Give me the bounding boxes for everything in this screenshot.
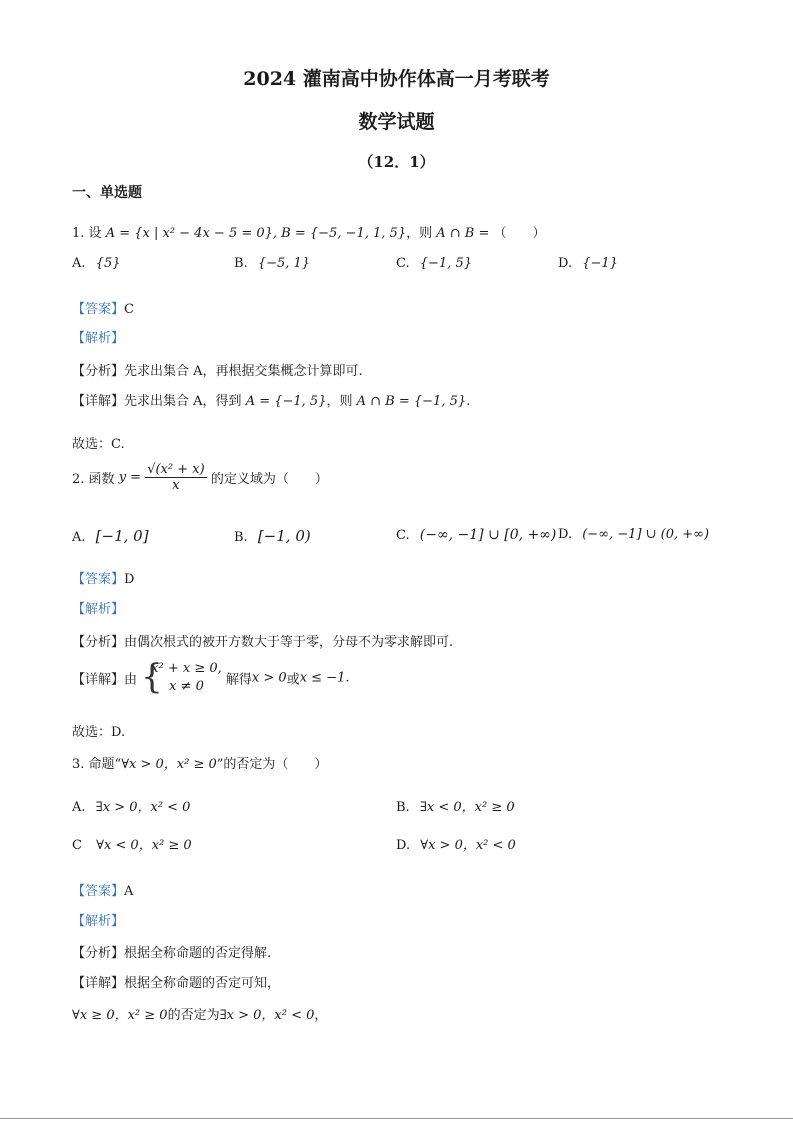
xiangjie-text: .: [345, 670, 350, 686]
q1-fenxi: [72, 360, 363, 379]
q2-choice: 故选：D.: [72, 725, 126, 740]
question-1: [72, 222, 546, 241]
conclusion-text: 的否定为: [167, 1008, 220, 1023]
exam-title: 2024 灌南高中协作体高一月考联考: [243, 68, 550, 90]
xiangjie-text: 根据全称命题的否定可知，: [124, 976, 281, 991]
xiangjie-text: 或: [286, 672, 300, 688]
xiangjie-math: A = {−1, 5}: [245, 394, 327, 409]
q2-fenxi: [72, 631, 453, 650]
option-value: {−1, 5}: [419, 256, 473, 271]
q1-option-a: [72, 256, 121, 271]
exam-date: （12．1）: [358, 153, 435, 171]
q3-option-c: [72, 834, 192, 853]
xiangjie-text: .: [466, 394, 471, 409]
answer-tag: 【答案】: [72, 302, 125, 317]
question-3-tail: ”的否定为（ ）: [216, 757, 328, 772]
answer-tag: 【答案】: [72, 884, 125, 899]
q2-option-a: [72, 527, 149, 545]
xiangjie-text: 由: [124, 672, 138, 688]
question-3-prefix: 3. 命题“: [72, 757, 122, 772]
option-value: [−1, 0): [257, 527, 311, 545]
q1-option-d: [558, 256, 618, 271]
q1-option-b: [234, 256, 310, 271]
question-3-math: ∀x > 0，x² ≥ 0: [121, 757, 217, 772]
option-label: C.: [396, 528, 410, 543]
question-2-fraction: [145, 462, 206, 493]
q3-analysis-tag: 【解析】: [72, 914, 125, 929]
option-value: ∀x < 0，x² ≥ 0: [96, 838, 192, 853]
q3-option-a: [72, 796, 190, 815]
question-2: [72, 462, 328, 493]
fenxi-tag: 【分析】: [72, 364, 125, 379]
option-value: ∃x < 0，x² ≥ 0: [419, 800, 515, 815]
q3-conclusion: [72, 1004, 327, 1023]
fenxi-tag: 【分析】: [72, 946, 125, 961]
xiangjie-text: 先求出集合 A，得到: [124, 394, 242, 409]
q2-option-b: [234, 527, 311, 545]
option-value: {−5, 1}: [257, 256, 311, 271]
question-1-intersection: A ∩ B =: [436, 226, 490, 241]
question-1-sets: A = {x | x² − 4x − 5 = 0}, B = {−5, −1, 1, 5}: [105, 226, 407, 241]
page-bottom-divider: [0, 1118, 793, 1119]
option-label: B.: [396, 800, 410, 815]
option-label: D.: [558, 256, 573, 271]
xiangjie-tag: 【详解】: [72, 672, 125, 688]
q2-option-c: [396, 527, 556, 543]
option-label: A.: [72, 530, 86, 545]
inequality-system: [141, 657, 222, 697]
xiangjie-math: x ≤ −1: [299, 670, 346, 686]
q3-xiangjie: [72, 972, 280, 991]
system-row: x ≠ 0: [169, 679, 204, 694]
option-label: D.: [558, 527, 573, 542]
option-label: A.: [72, 800, 86, 815]
xiangjie-tag: 【详解】: [72, 394, 125, 409]
exam-subtitle: 数学试题: [358, 111, 435, 133]
option-label: D.: [396, 838, 411, 853]
q2-answer: [72, 568, 134, 587]
q3-fenxi: [72, 942, 271, 961]
q2-option-d: [558, 527, 709, 542]
option-value: {−1}: [582, 256, 618, 271]
option-value: (−∞, −1] ∪ (0, +∞): [582, 527, 710, 542]
fenxi-tag: 【分析】: [72, 635, 125, 650]
option-value: {5}: [95, 256, 121, 271]
q1-choice: 故选：C.: [72, 437, 125, 452]
xiangjie-text: ，则: [326, 394, 353, 409]
option-value: (−∞, −1] ∪ [0, +∞): [419, 527, 557, 543]
fenxi-text: 由偶次根式的被开方数大于等于零，分母不为零求解即可.: [124, 635, 454, 650]
option-value: ∀x > 0，x² < 0: [420, 838, 516, 853]
q1-option-c: [396, 256, 472, 271]
q3-option-b: [396, 796, 515, 815]
fraction-denominator: x: [172, 478, 180, 493]
conclusion-math: ∃x > 0，x² < 0: [219, 1008, 315, 1023]
option-label: B.: [234, 256, 248, 271]
q3-answer: [72, 880, 133, 899]
answer-value: C: [124, 302, 134, 317]
xiangjie-text: 解得: [225, 672, 252, 688]
question-1-mid: ，则: [406, 226, 433, 241]
q2-xiangjie: [72, 657, 350, 697]
conclusion-math: ∀x ≥ 0，x² ≥ 0: [72, 1008, 168, 1023]
section-heading: 一、单选题: [72, 185, 142, 201]
answer-value: A: [124, 884, 134, 899]
q1-answer: [72, 298, 134, 317]
conclusion-text: ，: [314, 1008, 328, 1023]
q2-analysis-tag: 【解析】: [72, 602, 125, 617]
option-value: [−1, 0]: [95, 527, 149, 545]
question-3: [72, 753, 327, 772]
option-value: ∃x > 0，x² < 0: [95, 800, 191, 815]
xiangjie-math: x > 0: [251, 670, 287, 686]
xiangjie-tag: 【详解】: [72, 976, 125, 991]
answer-value: D: [124, 572, 135, 587]
question-2-tail: 的定义域为（ ）: [210, 472, 328, 487]
fenxi-text: 根据全称命题的否定得解.: [124, 946, 272, 961]
option-label: B.: [234, 530, 248, 545]
question-2-y: y =: [118, 470, 142, 485]
fraction-numerator: √(x² + x): [147, 462, 205, 477]
question-2-prefix: 2. 函数: [72, 472, 115, 487]
option-label: C.: [396, 256, 410, 271]
answer-tag: 【答案】: [72, 572, 125, 587]
q1-analysis-tag: 【解析】: [72, 331, 125, 346]
xiangjie-math: A ∩ B = {−1, 5}: [356, 394, 467, 409]
fenxi-text: 先求出集合 A，再根据交集概念计算即可.: [124, 364, 363, 379]
brace-icon: {: [141, 657, 163, 697]
q1-xiangjie: [72, 390, 470, 409]
question-1-paren: （ ）: [493, 226, 546, 241]
option-label: A.: [72, 256, 86, 271]
option-label: C: [72, 838, 82, 853]
question-1-prefix: 1. 设: [72, 226, 102, 241]
system-row: x² + x ≥ 0,: [151, 661, 222, 676]
q3-option-d: [396, 834, 516, 853]
